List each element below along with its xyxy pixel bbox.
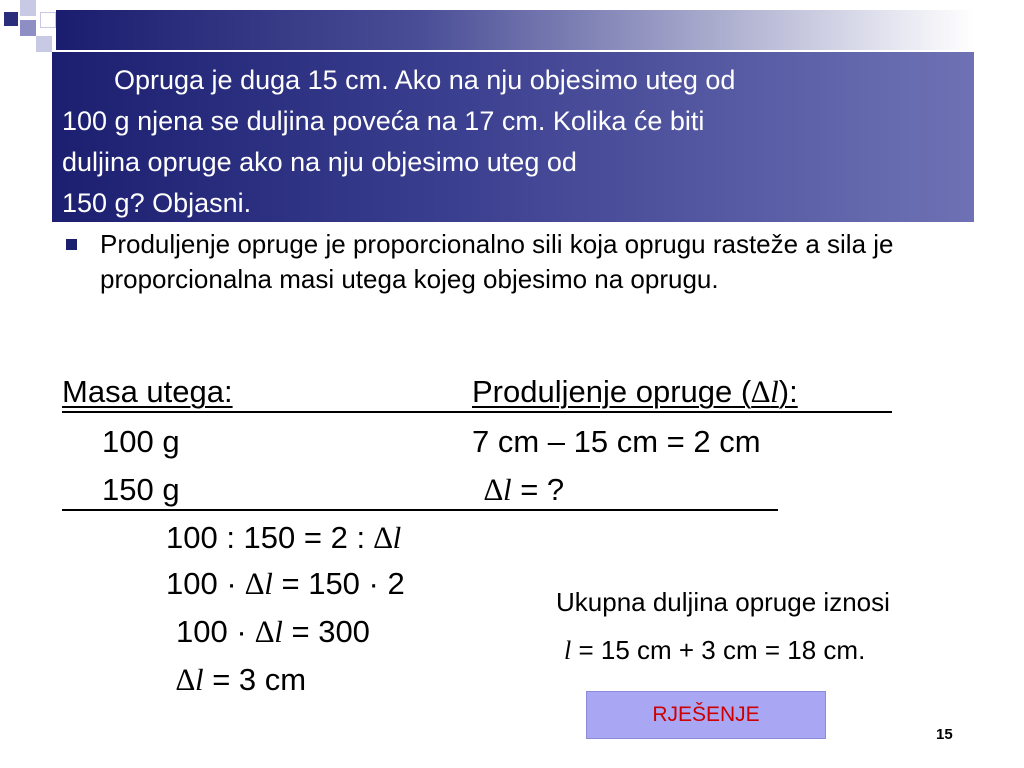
title-line-3: duljina opruge ako na nju objesimo uteg od [62,147,577,177]
title-line-2: 100 g njena se duljina povećа na 17 cm. Kolika će biti [62,106,705,136]
l-variable: l [770,374,779,409]
step-4: ∆l = 3 cm [176,662,307,697]
corner-square-3 [40,12,56,28]
step-3: 100 · ∆l = 300 [176,614,370,649]
row2-underline [62,509,778,511]
row1-value: 7 cm – 15 cm = 2 cm [472,424,761,459]
bullet-paragraph [62,227,942,297]
row2-value: ∆l = ? [484,472,565,507]
square-bullet-icon [66,239,77,250]
col1-header: Masa utega: [62,374,233,409]
total-equation: l = 15 cm + 3 cm = 18 cm. [564,635,866,665]
bullet-text: Produljenje opruge je proporcionalno sili koja oprugu rasteže a sila je proporcionalna masi utega kojeg objesimo na oprugu. [100,229,894,294]
corner-square-1 [4,12,18,26]
corner-square-6 [4,36,18,50]
corner-square-4 [20,20,36,36]
step-1: 100 : 150 = 2 : ∆l [166,520,402,555]
title-line-1: Opruga je duga 15 cm. Ako na nju objesimo uteg od [114,65,736,95]
corner-square-2 [20,0,36,16]
solution-button[interactable]: RJEŠENJE [586,691,826,739]
title-line-4: 150 g? Objasni. [62,188,252,218]
delta-symbol: ∆ [751,374,771,409]
step-2: 100 · ∆l = 150 · 2 [166,566,405,601]
corner-square-5 [36,36,52,52]
title-box [52,52,974,222]
page-number: 15 [936,726,953,743]
top-gradient-bar [56,10,974,50]
total-label: Ukupna duljina opruge iznosi [556,587,890,617]
row1-mass: 100 g [102,424,180,459]
col2-header: Produljenje opruge (∆l): [472,374,798,409]
header-underline [62,411,892,413]
row2-mass: 150 g [102,472,180,507]
